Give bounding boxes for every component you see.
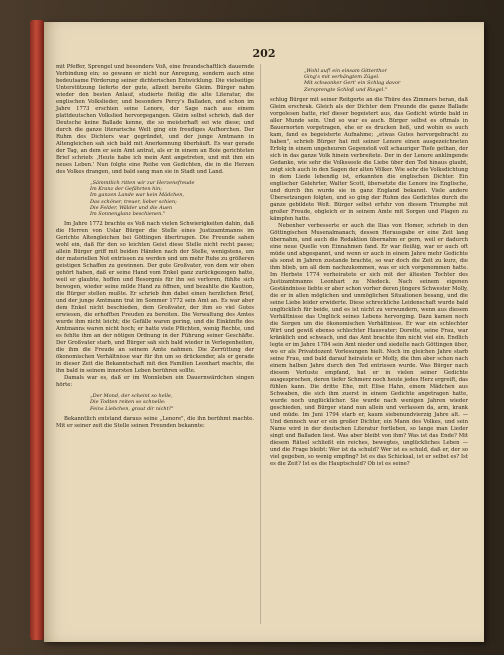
book-spine	[30, 20, 44, 640]
right-column	[270, 64, 468, 468]
page-number: 202	[252, 47, 276, 60]
poem-quote: „Wohl auf! ein einsam Gitterthor Ging's mit verhängtem Zügel. Mit schwanker Gert' ein Schlag davor Zersprengte Schloß und Riegel."	[304, 68, 401, 93]
poem-quote: „Sämmtlich ritten wir zur Herzensfreude Im Kranz der Gefährten hin; Im ganzen Lande war kein Mädchen, Das schöner, treuer, lieber schien; Die Felder, Wälder und die Auen Im Sonnenglanz beschienen."	[90, 180, 195, 218]
poem-quote: „Der Mond, der scheint so helle, Die Todten reiten so schnelle: Feins Liebchen, graut dir nicht?"	[90, 393, 174, 412]
paragraph: schlug Bürger mit seiner Reitgerte an die Thüre des Zimmers heran, daß Gleim erschrak. Gleich als der Dichter dem Freunde die ganze Ballade vorgelesen hatte, rief dieser begeistert aus, das Gedicht würde bald in aller Munde sein. Und so war es auch. Bürger selbst es oftmals in Bauernorten vorgetragen, ehe er es drucken ließ, und wohin es auch kam, fand es begeisterte Aufnahme; „etwas Gutes hervorgebracht zu haben", schrieb Bürger hat mit seiner Lenore einen ausgezeichneten Erfolg in einem ungeheuren Gegenstoß voll schauriger Tiefe gethan, der sich in das ganze Volk hinein verbreitete. Der in der Lenore anklingende Gedanke, wie sehr die Volksseele die Liebe über den Tod hinaus glaubt, zeigt sich auch in den Sagen der alten Völker. Wie sehr die Volksdichtung in dem Liede lebendig ist, erkannten die englischen Dichter. Ein englischer Gelehrter, Walter Scott, übersetzte die Lenore ins Englische, und durch ihn wurde sie in ganz England bekannt. Viele andere Übersetzungen folgten, und so ging der Ruhm des Gedichtes durch die ganze gebildete Welt. Bürger selbst erfuhr von diesem Triumphe mit großer Freude, obgleich er in seinem Amte mit Sorgen und Plagen zu kämpfen hatte.	[270, 96, 468, 222]
paragraph: Nebenher verbesserte er auch die Ilias von Homer, schrieb in den Göttingischen Musenalmanach, dessen Herausgabe er eine Zeit lang übernahm, und auch die Redaktion übernahm er gern, weil er dadurch eine neue Quelle von Einnahmen fand. Er war fleißig, war er auch oft müde und abgespannt, und wenn er auch in einem Jahre mehr Gedichte als sonst in Jahren zustande brachte, so war doch die Zeit zu kurz, die ihm blieb, um all dem nachzukommen, was er sich vorgenommen hatte. Im Herbste 1774 verheiratete er sich mit der ältesten Tochter des Justizamtmanns Leonhart zu Niedeck. Nach seinem eigenen Geständnisse liebte er aber schon vorher deren jüngere Schwester Molly, die er in allen möglichen und unmöglichen Situationen besang, und die seine Liebe leider erwiderte. Diese schreckliche Leidenschaft wurde bald unglücklich für beide, und es ist nicht zu verwundern, wenn aus diesem Verhältnisse das Unglück seines Lebens hervorging. Dazu kamen noch die Sorgen um die ökonomischen Verhältnisse. Er war ein schlechter Wirt und gewiß ebenso schlechter Hausvater; Dorette, seine Frau, war kränklich und schwach, und das Amt brachte ihm nicht viel ein. Endlich legte er im Jahre 1784 sein Amt nieder und siedelte nach Göttingen über, wo er als Privatdozent Vorlesungen hielt. Noch im gleichen Jahre starb seine Frau, und bald darauf heiratete er Molly, die ihm aber schon nach einem halben Jahre durch den Tod entrissen wurde. Was Bürger nach diesem Verluste empfand, hat er in vielen seiner Gedichte ausgesprochen, deren tiefer Schmerz noch heute jedes Herz ergreift, das fühlen kann. Die dritte Ehe, mit Elise Hahn, einem Mädchen aus Schwaben, die sich ihm zuerst in einem Gedichte angetragen hatte, wurde noch unglücklicher. Sie wurde nach wenigen Jahren wieder geschieden, und Bürger stand nun allein und verlassen da, arm, krank und müde. Im Juni 1794 starb er, kaum siebenundvierzig Jahre alt. — Und dennoch war er ein großer Dichter, ein Mann des Volkes, und sein Name wird in der deutschen Literatur fortleben, so lange man Lieder singt und Balladen liest. Was aber bleibt von ihm? Was ist das Ende? Mit diesem Rätsel schließt ein reiches, bewegtes, unglückliches Leben — und die Frage bleibt: Wer ist da schuld? Wer ist es schuld, daß er, der so viel gegeben, so wenig empfing? Ist es das Schicksal, ist er selbst es? Ist es die Zeit? Ist es die Hauptschuld? Ob ist es seine?	[270, 222, 468, 467]
paragraph: mit Pfeffer, Sprengel und besonders Voß, eine freundschaftlich dauernde Verbindung ein; so gewann er nicht nur Anregung, sondern auch eine bedeutsame Förderung seiner dichterischen Entwicklung. Die vielseitige Unterstützung lieferte der gute, allzeit bereite Gleim. Bürger nahm wieder den besten Anlauf, studierte fleißig die alte Literatur, die englischen Volkslieder, und besonders Percy's Balladen, und schon im Jahre 1773 erschien seine Lenore, der Sage nach aus einem plattdeutschen Volkslied hervorgegangen. Gleim selbst schrieb, daß der Deutsche keine Ballade kenne, die so meisterhaft sei wie diese; und durch die ganze literarische Welt ging ein freudiges Aufhorchen. Der Ruhm des Dichters war gegründet, und der junge Amtmann in Altengleichen sah sich bald mit Anerkennung überhäuft. Es war gerade der Tag, an dem er sein Amt antrat, als er in einem an Boie gerichteten Brief schrieb: ‚Heute habe ich mein Amt angetreten, und mit ihm ein neues Leben.' Nun folgte eine Reihe von Gedichten, die in die Herzen des Volkes drangen, und bald sang man sie in Stadt und Land.	[56, 64, 254, 175]
left-column	[56, 64, 254, 430]
column-divider	[260, 64, 261, 624]
paragraph: Im Jahre 1772 brachte es Voß nach vielen Schwierigkeiten dahin, daß die Herren von Uslar Bürger die Stelle eines Justizamtmanns im Gerichte Altengleichen bei Göttingen übertrugen. Die Freunde sahen wohl ein, daß für den so leichten Geist diese Stelle nicht recht passe; allein Bürger griff mit beiden Händen nach der Stelle, wenigstens, um der materiellen Not entrissen zu werden und um mehr Ruhe zu größeren geistigen Schaffen zu gewinnen. Der gute Großvater, von dem wir oben gehört haben, daß er seine Hand vom Enkel ganz zurückgezogen hatte, weil er glaubte, hoffen und Besorgnis für ihn sei verloren, fühlte sich bewogen, wieder seine milde Hand zu öffnen, und bezahlte die Kaution, die Bürger stellen mußte. Er schrieb ihm dabei einen herzlichen Brief, und der junge Amtmann trat im Sommer 1772 sein Amt an. Es war aber dem Enkel nicht beschieden, dem Großvater, der ihm so viel Gutes erwiesen, die erhofften Freuden zu bereiten. Die Verwaltung des Amtes wurde ihm nicht leicht; die Gefälle waren gering, und die Einkünfte des Amtmanns waren nicht hoch; er hatte viele Pflichten, wenig Rechte, und es fehlte ihm an der nötigen Ordnung in der Führung seiner Geschäfte. Der Großvater starb, und Bürger sah sich bald wieder in Verlegenheiten, die ihm die Freude an seinem Amte nahmen. Die Zerrüttung der ökonomischen Verhältnisse war für ihn um so drückender, als er gerade in dieser Zeit die Bekanntschaft mit den Familien Leonhart machte, die ihn bald in seinem innersten Leben berühren sollte.	[56, 221, 254, 375]
book-page	[44, 22, 484, 642]
paragraph: Damals war es, daß er im Wonnleben ein Dauernwärdchen singen hörte:	[56, 375, 254, 389]
paragraph: Bekanntlich entstand daraus seine „Lenore", die ihn berühmt machte. Mit er seiner zeit die Stelle seinen Freunden bekannte:	[56, 415, 254, 429]
